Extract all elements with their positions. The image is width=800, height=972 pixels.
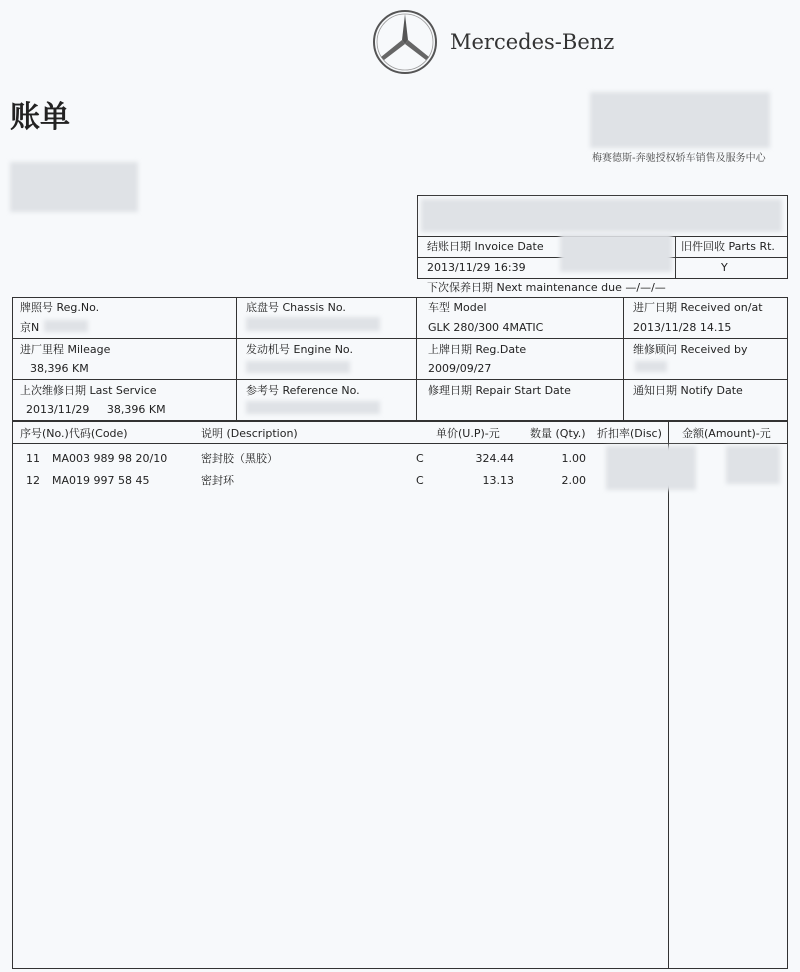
page-title: 账单 xyxy=(10,100,70,135)
item-no: 12 xyxy=(26,474,40,487)
model-label: 车型 Model xyxy=(428,301,487,314)
mileage-label: 进厂里程 Mileage xyxy=(20,343,111,356)
reg-date-value: 2009/09/27 xyxy=(428,362,492,375)
received-on-label: 进厂日期 Received on/at xyxy=(633,301,763,314)
item-qty: 1.00 xyxy=(561,452,586,465)
item-type: C xyxy=(416,452,424,465)
item-unit-price: 324.44 xyxy=(475,452,514,465)
item-code: MA003 989 98 20/10 xyxy=(52,452,168,465)
items-table xyxy=(12,420,788,969)
last-service-label: 上次维修日期 Last Service xyxy=(20,384,157,397)
reg-date-label: 上牌日期 Reg.Date xyxy=(428,343,527,356)
mercedes-star-logo xyxy=(371,8,439,76)
engine-label: 发动机号 Engine No. xyxy=(246,343,353,356)
item-code: MA019 997 58 45 xyxy=(52,474,150,487)
redacted-block xyxy=(590,92,770,148)
brand-name: Mercedes-Benz xyxy=(450,30,615,54)
reg-no-label: 牌照号 Reg.No. xyxy=(20,301,100,314)
invoice-date-value: 2013/11/29 16:39 xyxy=(427,261,526,274)
parts-rt-label: 旧件回收 Parts Rt. xyxy=(681,240,775,253)
notify-date-label: 通知日期 Notify Date xyxy=(633,384,743,397)
item-qty: 2.00 xyxy=(561,474,586,487)
parts-rt-value: Y xyxy=(721,261,728,274)
col-header-amount: 金额(Amount)-元 xyxy=(682,427,771,440)
repair-start-label: 修理日期 Repair Start Date xyxy=(428,384,571,397)
col-header-no-code: 序号(No.)代码(Code) xyxy=(20,427,128,440)
dealer-name: 梅赛德斯-奔驰授权轿车销售及服务中心 xyxy=(592,153,766,164)
redacted-block xyxy=(726,446,780,484)
redacted-block xyxy=(44,320,88,332)
model-value: GLK 280/300 4MATIC xyxy=(428,321,544,334)
item-no: 11 xyxy=(26,452,40,465)
redacted-block xyxy=(246,401,380,414)
mileage-value: 38,396 KM xyxy=(30,362,89,375)
invoice-date-label: 结账日期 Invoice Date xyxy=(427,240,544,253)
last-service-value: 2013/11/29 38,396 KM xyxy=(26,403,166,416)
redacted-block xyxy=(421,199,782,232)
reg-no-value: 京N xyxy=(20,321,40,334)
col-header-discount: 折扣率(Disc) xyxy=(597,427,662,440)
received-on-value: 2013/11/28 14.15 xyxy=(633,321,732,334)
redacted-block xyxy=(560,234,672,272)
redacted-block xyxy=(635,361,667,372)
item-description: 密封胶（黑胶） xyxy=(201,452,278,465)
redacted-block xyxy=(246,361,350,373)
col-header-qty: 数量 (Qty.) xyxy=(530,427,586,440)
redacted-block xyxy=(606,446,696,490)
item-description: 密封环 xyxy=(201,474,234,487)
item-type: C xyxy=(416,474,424,487)
received-by-label: 维修顾问 Received by xyxy=(633,343,748,356)
chassis-label: 底盘号 Chassis No. xyxy=(246,301,346,314)
redacted-block xyxy=(246,317,380,331)
redacted-block xyxy=(10,162,138,212)
reference-label: 参考号 Reference No. xyxy=(246,384,360,397)
next-maintenance: 下次保养日期 Next maintenance due —/—/— xyxy=(427,281,666,294)
col-header-unit-price: 单价(U.P)-元 xyxy=(436,427,500,440)
col-header-description: 说明 (Description) xyxy=(201,427,298,440)
item-unit-price: 13.13 xyxy=(482,474,514,487)
